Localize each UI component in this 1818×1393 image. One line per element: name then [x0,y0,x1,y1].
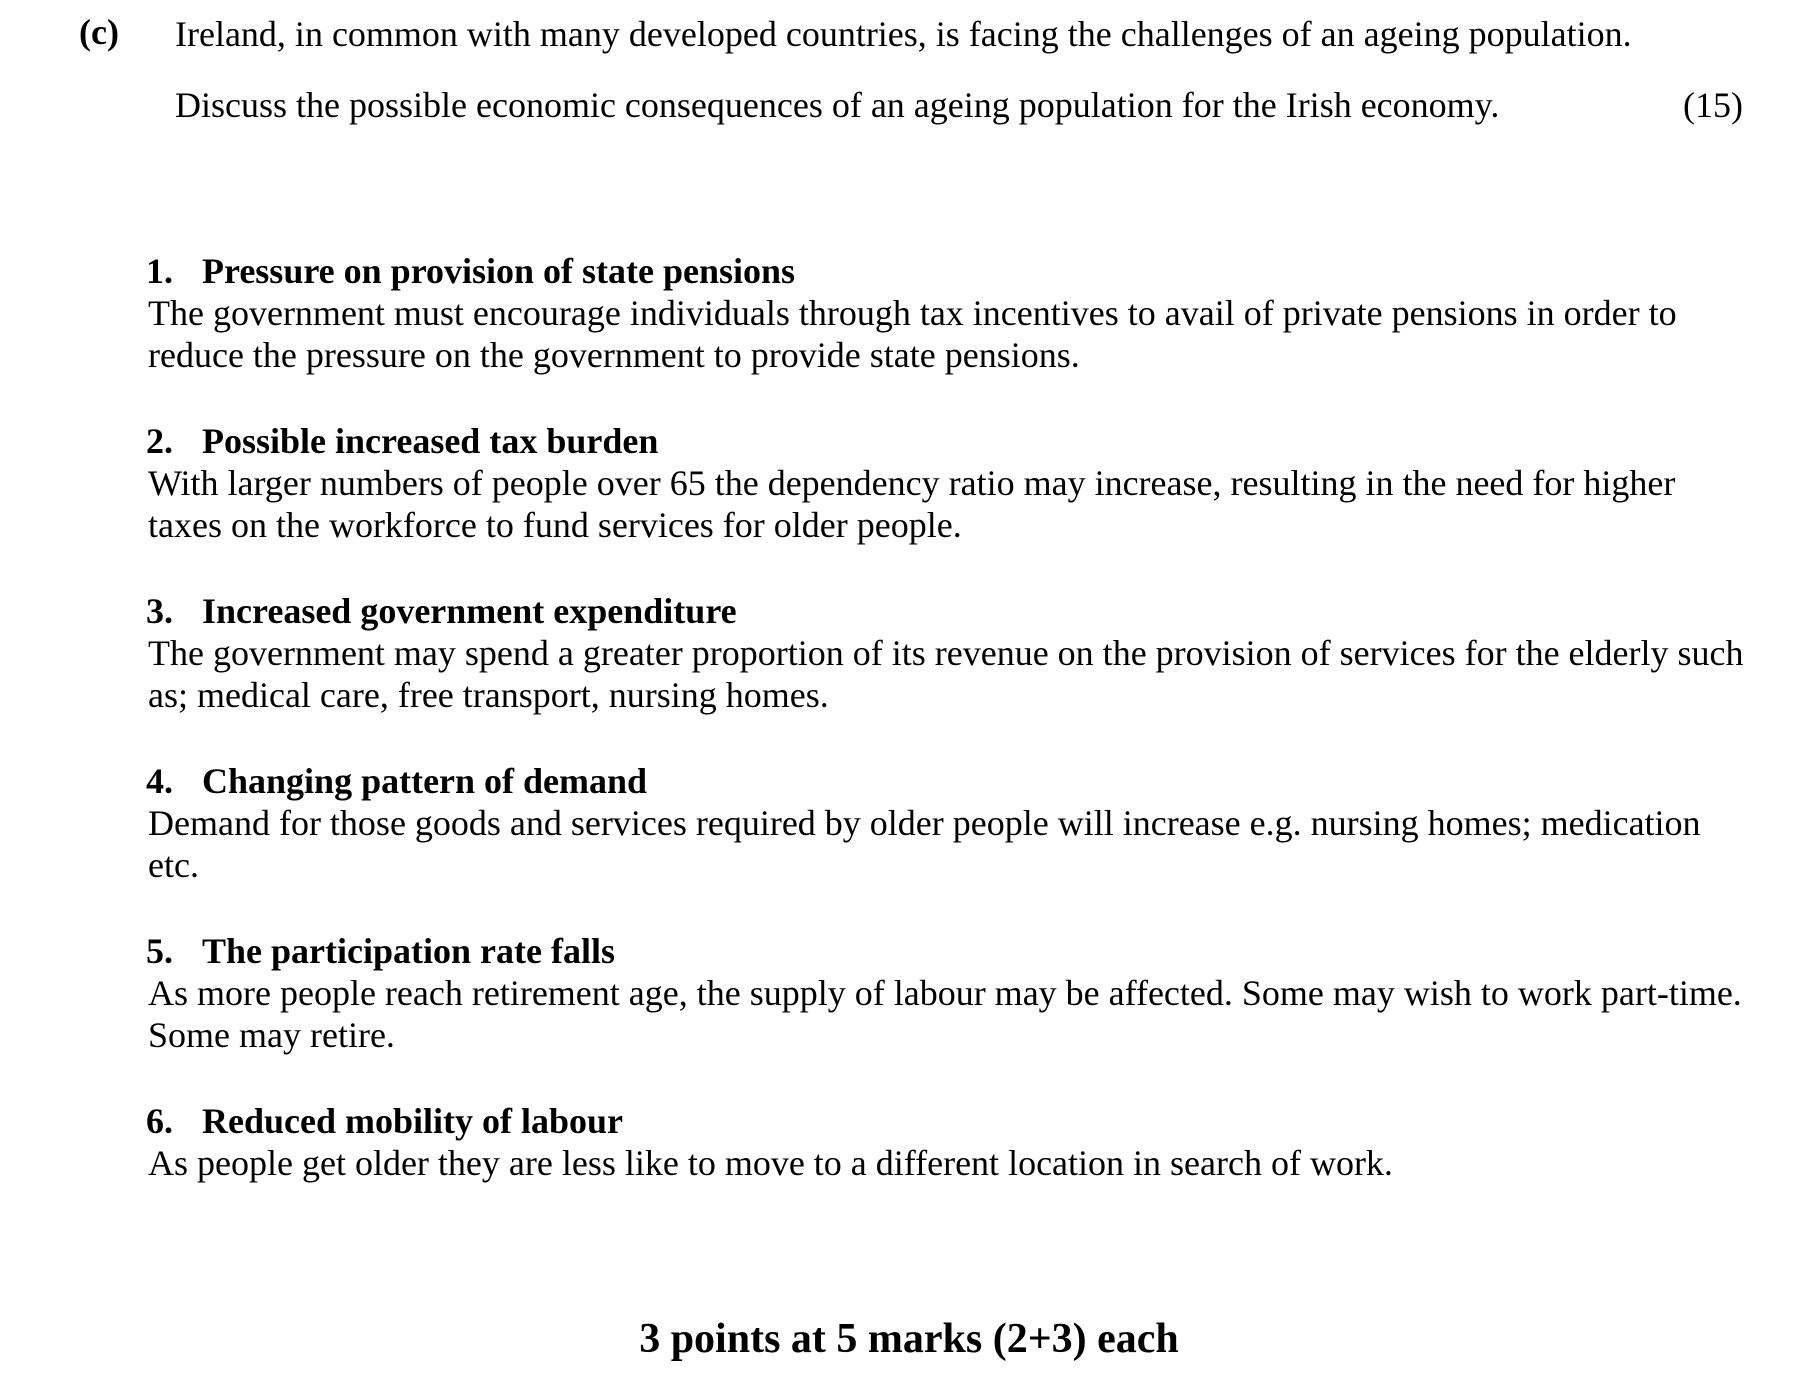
question-label: (c) [79,12,119,52]
point-heading [146,1100,1746,1142]
point-heading [146,590,1746,632]
point-title: Pressure on provision of state pensions [202,251,796,291]
question-text-line-2: Discuss the possible economic consequences of an ageing population for the Irish economy. [175,85,1500,125]
point-title: Possible increased tax burden [202,421,659,461]
point-heading [146,250,1746,292]
answer-point-1 [146,250,1746,420]
answer-point-6 [146,1100,1746,1270]
point-number: 6. [146,1101,173,1141]
answer-point-5 [146,930,1746,1100]
point-body: As people get older they are less like to move to a different location in search of work. [148,1143,1393,1183]
point-number: 1. [146,251,173,291]
answer-point-4 [146,760,1746,930]
point-title: Changing pattern of demand [202,761,648,801]
point-body: Demand for those goods and services required by older people will increase e.g. nursing homes; medication etc. [148,803,1701,885]
point-body: The government may spend a greater proportion of its revenue on the provision of services for the elderly such as; medical care, free transport, nursing homes. [148,633,1744,715]
point-heading [146,930,1746,972]
point-title: Reduced mobility of labour [202,1101,624,1141]
answer-points-list [146,250,1746,1270]
marking-scheme-note: 3 points at 5 marks (2+3) each [639,1316,1179,1362]
point-body: The government must encourage individuals through tax incentives to avail of private pensions in order to reduce the pressure on the government to provide state pensions. [148,293,1677,375]
point-heading [146,420,1746,462]
point-number: 4. [146,761,173,801]
point-number: 3. [146,591,173,631]
point-body: As more people reach retirement age, the supply of labour may be affected. Some may wish to work part-time. Some may retire. [148,973,1742,1055]
answer-point-2 [146,420,1746,590]
point-number: 5. [146,931,173,971]
point-heading [146,760,1746,802]
question-marks: (15) [1683,85,1743,125]
point-title: The participation rate falls [202,931,615,971]
question-text-line-1: Ireland, in common with many developed countries, is facing the challenges of an ageing population. [175,14,1632,54]
answer-point-3 [146,590,1746,760]
point-body: With larger numbers of people over 65 the dependency ratio may increase, resulting in the need for higher taxes on the workforce to fund services for older people. [148,463,1676,545]
point-number: 2. [146,421,173,461]
point-title: Increased government expenditure [202,591,737,631]
